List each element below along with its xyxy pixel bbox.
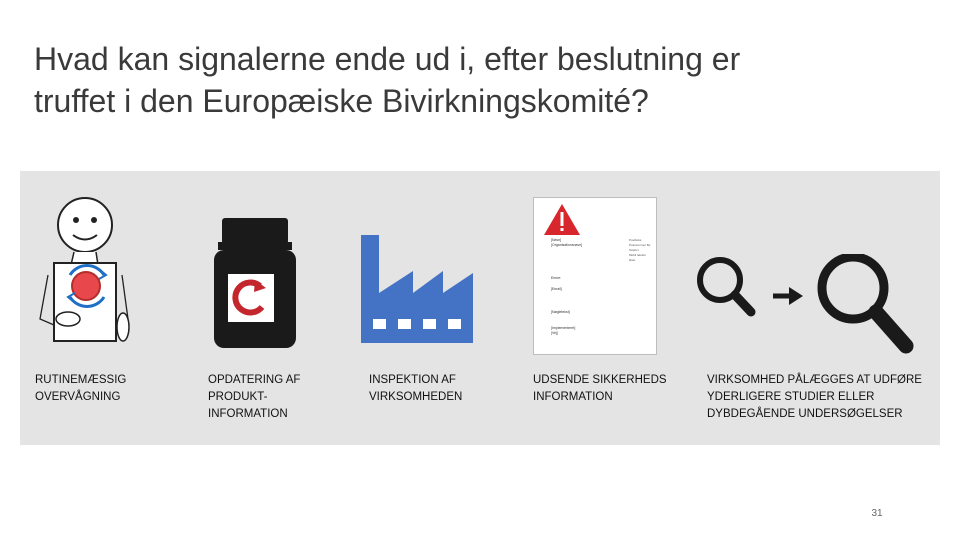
doc-line-7: [Vej] [551,331,558,335]
page-number: 31 [871,508,883,519]
label-line: INFORMATION [533,391,613,403]
label-routine-monitoring [35,372,126,406]
doc-line-5: [Nøgletekst] [551,310,570,314]
label-line: DYBDEGÅENDE UNDERSØGELSER [707,408,903,420]
label-line: UDSENDE SIKKERHEDS [533,374,667,386]
outcomes-panel [20,171,940,445]
doc-side-line-2: Postnummer By [629,243,651,247]
label-line: VIRKSOMHEDEN [369,391,463,403]
label-product-info-update [208,372,300,423]
slide-title [34,38,914,122]
label-safety-information [533,372,667,406]
label-line: VIRKSOMHED PÅLÆGGES AT UDFØRE [707,374,922,386]
doc-side-line-5: Dato [629,258,636,262]
label-line: OPDATERING AF [208,374,301,386]
label-further-studies [707,372,922,423]
doc-line-3: Emne: [551,276,562,280]
doc-line-4: [Email] [551,287,562,291]
factory-icon [361,231,473,343]
label-line: YDERLIGERE STUDIER ELLER [707,391,875,403]
doc-line-1: [Navn] [551,238,562,242]
magnifier-escalation-icon [695,254,925,359]
label-company-inspection [369,372,462,406]
medicine-jar-update-icon [214,218,296,348]
doc-side-line-4: Mobil telefon [629,253,647,257]
warning-document-icon [533,197,657,355]
doc-line-6: [Implementeret] [551,326,576,330]
title-line-1: Hvad kan signalerne ende ud i, efter beslutning er [34,41,741,77]
label-line: PRODUKT- [208,391,268,403]
label-line: OVERVÅGNING [35,391,121,403]
person-with-clipboard-icon [34,193,134,345]
doc-line-2: [Organisationsnavn] [551,243,583,247]
doc-side-line-3: Telefon [629,248,639,252]
label-line: INFORMATION [208,408,288,420]
doc-side-line-1: Postboks [629,238,642,242]
label-line: INSPEKTION AF [369,374,456,386]
title-line-2: truffet i den Europæiske Bivirkningskomité? [34,83,649,119]
label-line: RUTINEMÆSSIG [35,374,127,386]
